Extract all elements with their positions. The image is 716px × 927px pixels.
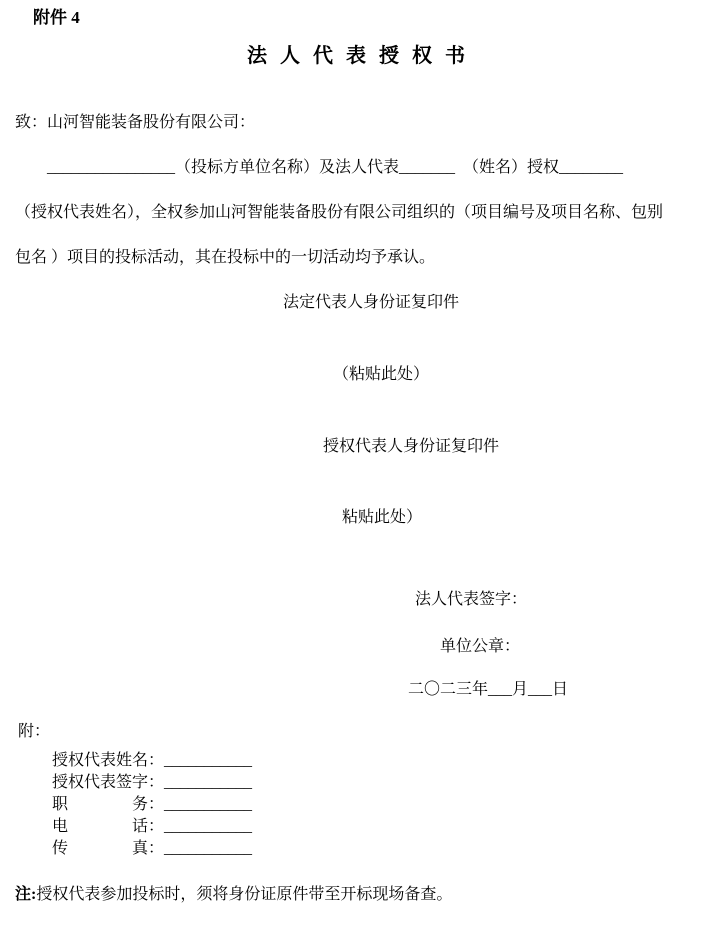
legal-rep-id-copy-heading: 法定代表人身份证复印件	[283, 294, 460, 311]
bidder-and-representative-fill-line: ________________（投标方单位名称）及法人代表_______ （姓名）授权________	[47, 159, 624, 176]
authorization-body-line-1: （授权代表姓名），全权参加山河智能装备股份有限公司组织的（项目编号及项目名称、包别	[15, 204, 664, 221]
appendix-row-auth-rep-signature: 授权代表签字：___________	[52, 774, 253, 791]
note-prefix: 注:	[15, 886, 37, 903]
salutation-line: 致：山河智能装备股份有限公司：	[15, 114, 256, 131]
legal-rep-signature-label: 法人代表签字：	[415, 591, 528, 608]
date-fill-line: 二〇二三年___月___日	[408, 681, 569, 698]
auth-rep-id-copy-heading: 授权代表人身份证复印件	[323, 438, 500, 455]
authorization-body-line-2: 包名 ）项目的投标活动，其在投标中的一切活动均予承认。	[15, 249, 436, 266]
appendix-row-auth-rep-name: 授权代表姓名：___________	[52, 752, 253, 769]
appendix-row-fax: 传 真：___________	[52, 840, 253, 857]
attachment-label: 附件 4	[33, 8, 80, 27]
appendix-row-position: 职 务：___________	[52, 796, 253, 813]
appendix-label: 附：	[18, 723, 51, 740]
company-seal-label: 单位公章：	[440, 638, 521, 655]
note-text: 授权代表参加投标时，须将身份证原件带至开标现场备查。	[36, 886, 453, 903]
appendix-row-telephone: 电 话：___________	[52, 818, 253, 835]
auth-rep-paste-here-label: 粘贴此处）	[342, 509, 423, 526]
document-title: 法 人 代 表 授 权 书	[247, 45, 469, 67]
legal-rep-paste-here-label: （粘贴此处）	[333, 366, 430, 383]
note-line	[15, 885, 452, 905]
